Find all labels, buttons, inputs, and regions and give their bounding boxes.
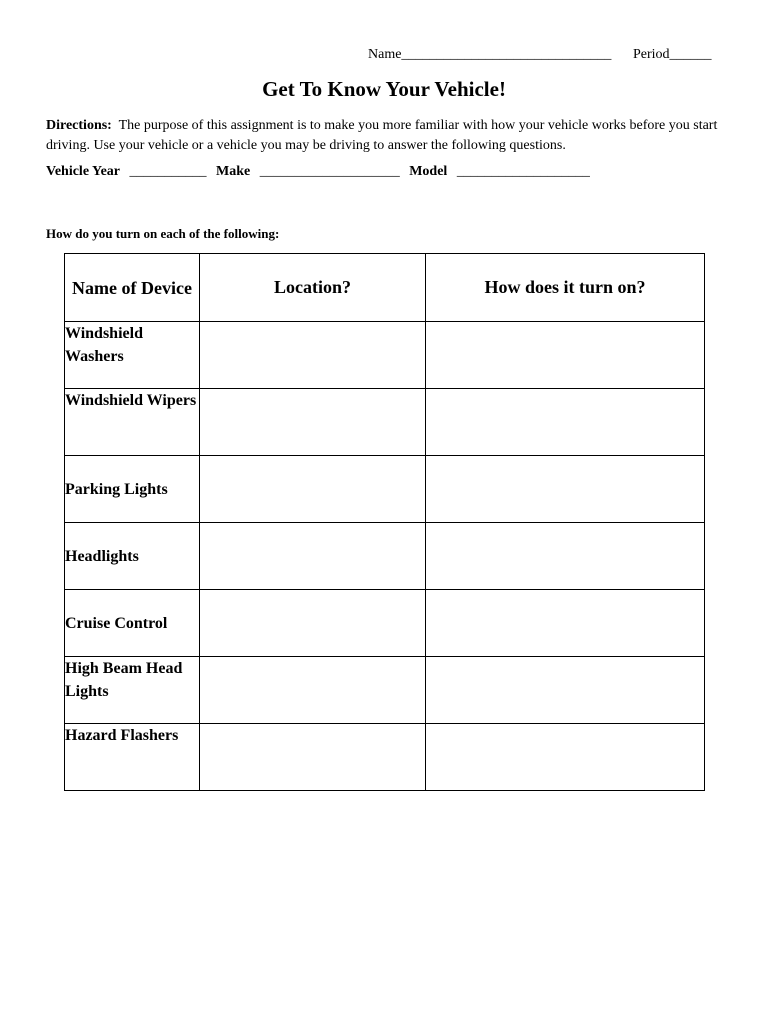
vehicle-model-field[interactable]: ___________________ bbox=[456, 164, 590, 179]
header-how-turn-on: How does it turn on? bbox=[426, 254, 705, 322]
location-cell[interactable] bbox=[200, 590, 426, 657]
table-row bbox=[65, 590, 705, 657]
location-cell[interactable] bbox=[200, 724, 426, 791]
vehicle-make-label: Make bbox=[216, 164, 251, 179]
table-row bbox=[65, 657, 705, 724]
table-header-row bbox=[65, 254, 705, 322]
device-name-cell: Windshield Washers bbox=[65, 322, 200, 389]
vehicle-model-label: Model bbox=[409, 164, 448, 179]
location-cell[interactable] bbox=[200, 456, 426, 523]
vehicle-year-field[interactable]: ___________ bbox=[129, 164, 207, 179]
table-row bbox=[65, 724, 705, 791]
how-cell[interactable] bbox=[426, 657, 705, 724]
vehicle-info-line bbox=[46, 164, 590, 180]
table-row bbox=[65, 456, 705, 523]
how-cell[interactable] bbox=[426, 456, 705, 523]
vehicle-year-label: Vehicle Year bbox=[46, 164, 120, 179]
device-name-cell: Cruise Control bbox=[65, 590, 200, 657]
location-cell[interactable] bbox=[200, 523, 426, 590]
table-row bbox=[65, 389, 705, 456]
location-cell[interactable] bbox=[200, 657, 426, 724]
device-name-cell: Hazard Flashers bbox=[65, 724, 200, 791]
devices-table bbox=[64, 253, 705, 791]
vehicle-make-field[interactable]: ____________________ bbox=[259, 164, 400, 179]
header-device-name: Name of Device bbox=[65, 254, 200, 322]
header-location: Location? bbox=[200, 254, 426, 322]
period-field[interactable]: Period______ bbox=[632, 47, 712, 62]
device-name-cell: Parking Lights bbox=[65, 456, 200, 523]
location-cell[interactable] bbox=[200, 389, 426, 456]
question-heading: How do you turn on each of the following: bbox=[46, 226, 280, 241]
location-cell[interactable] bbox=[200, 322, 426, 389]
table-row bbox=[65, 523, 705, 590]
device-name-cell: High Beam Head Lights bbox=[65, 657, 200, 724]
directions-paragraph bbox=[46, 116, 736, 156]
device-name-cell: Headlights bbox=[65, 523, 200, 590]
name-field[interactable]: Name______________________________ bbox=[368, 47, 612, 62]
how-cell[interactable] bbox=[426, 590, 705, 657]
how-cell[interactable] bbox=[426, 322, 705, 389]
how-cell[interactable] bbox=[426, 523, 705, 590]
how-cell[interactable] bbox=[426, 724, 705, 791]
directions-text: The purpose of this assignment is to make you more familiar with how your vehicle works before you start driving. Use your vehicle or a vehicle you may be driving to answer the following questions. bbox=[46, 118, 718, 153]
device-name-cell: Windshield Wipers bbox=[65, 389, 200, 456]
directions-label: Directions: bbox=[46, 118, 112, 133]
page-title: Get To Know Your Vehicle! bbox=[262, 77, 506, 101]
student-info-line bbox=[368, 47, 712, 63]
table-row bbox=[65, 322, 705, 389]
how-cell[interactable] bbox=[426, 389, 705, 456]
